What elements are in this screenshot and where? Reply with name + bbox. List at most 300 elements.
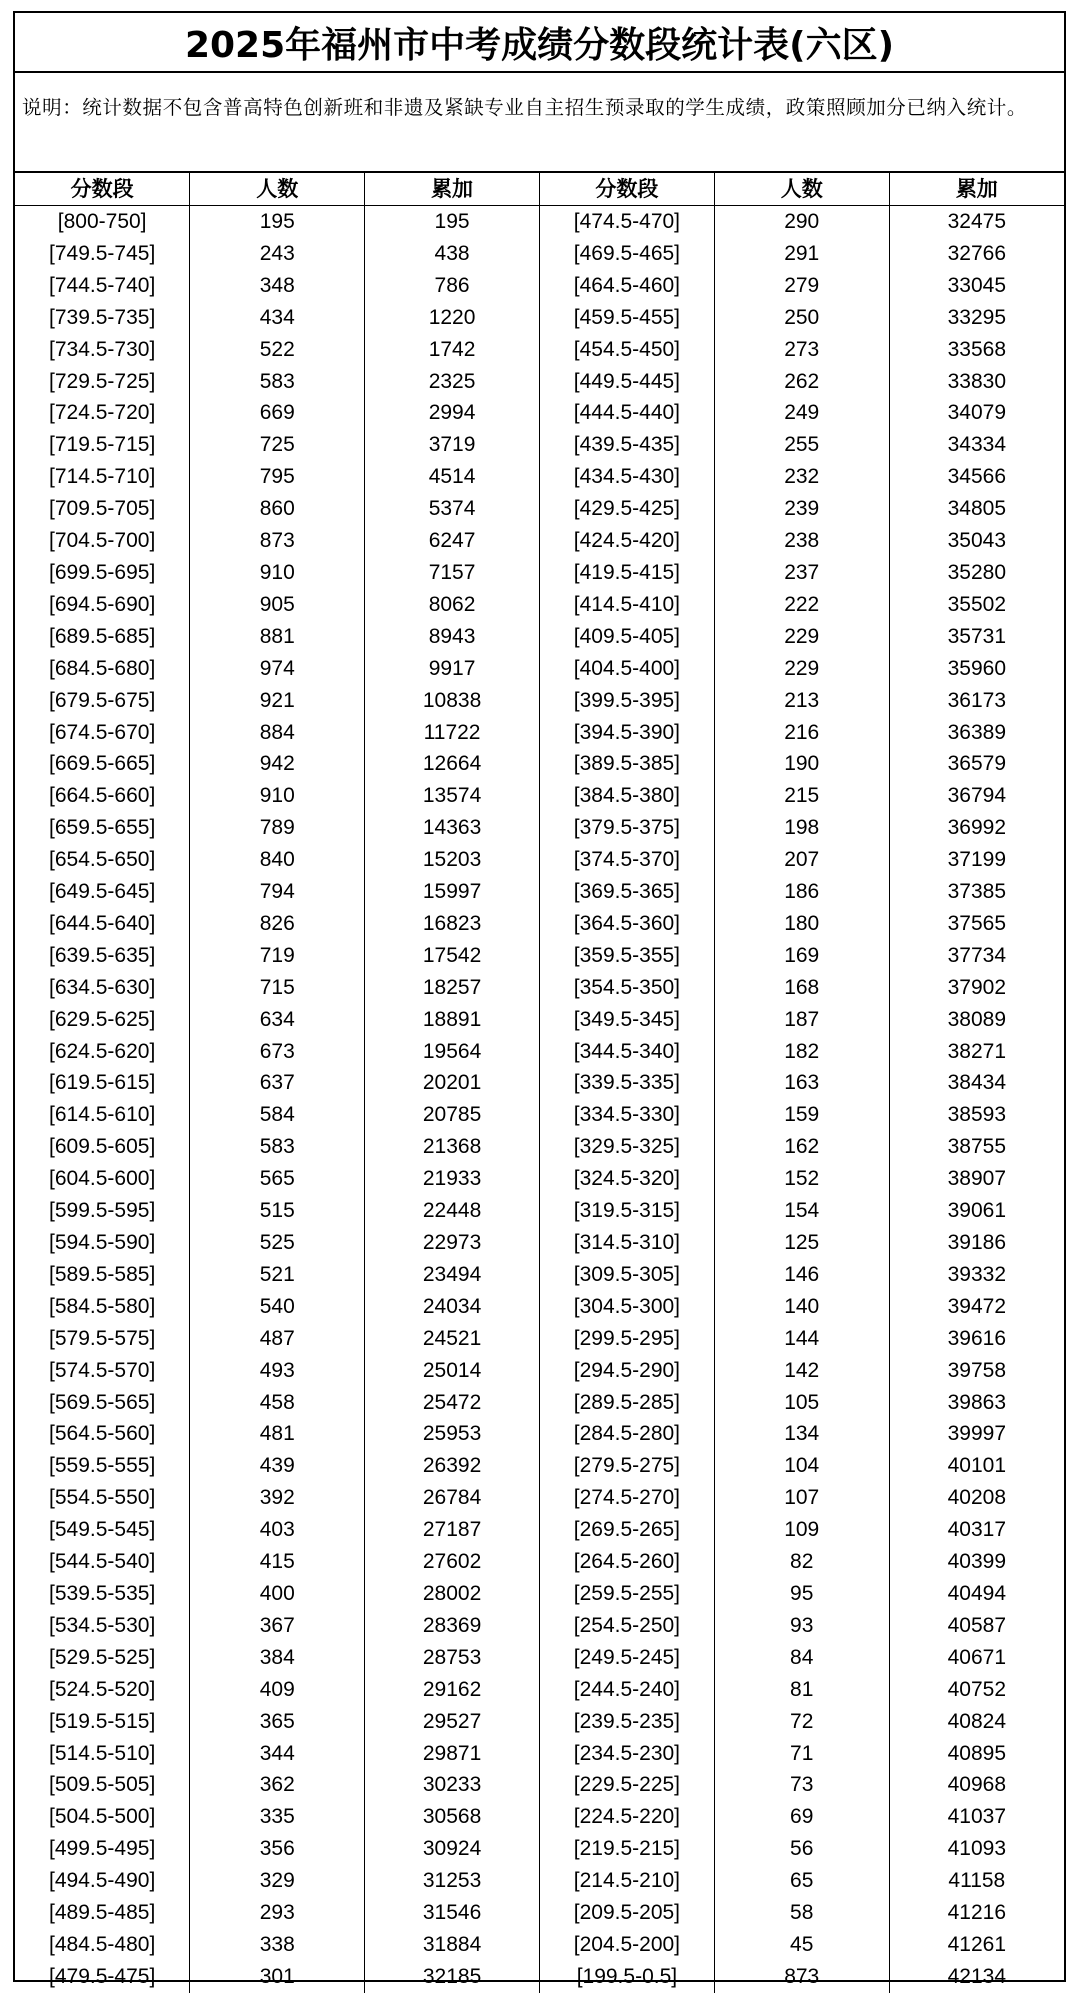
count-left-cell: 669 [190,397,365,429]
cumulative-left-cell: 14363 [365,812,540,844]
score-range-left-cell: [539.5-535] [15,1578,190,1610]
count-left-cell: 329 [190,1865,365,1897]
table-row [15,621,1064,653]
score-range-right-cell: [294.5-290] [539,1355,714,1387]
cumulative-right-cell: 40587 [947,1613,1007,1637]
score-range-left-cell: [484.5-480] [15,1929,190,1961]
score-range-left-cell: [579.5-575] [15,1323,190,1355]
count-right-cell: 873 [714,1961,889,1993]
count-left-cell: 905 [190,589,365,621]
score-range-left-cell: [604.5-600] [15,1163,190,1195]
table-row [15,1706,1064,1738]
count-right-cell: 215 [714,780,889,812]
count-left-cell: 565 [190,1163,365,1195]
count-right-cell: 291 [714,238,889,270]
count-left-cell: 884 [190,717,365,749]
cumulative-right-cell: 42134 [947,1964,1007,1988]
count-left-cell: 493 [190,1355,365,1387]
cumulative-right-cell: 36173 [947,688,1007,712]
cumulative-left-cell: 15997 [365,876,540,908]
cumulative-left-cell: 12664 [365,748,540,780]
table-row [15,653,1064,685]
cumulative-right-cell: 40752 [947,1677,1007,1701]
count-left-cell: 840 [190,844,365,876]
score-range-right-cell: [254.5-250] [539,1610,714,1642]
score-range-right-cell: [309.5-305] [539,1259,714,1291]
cumulative-left-cell: 1742 [365,334,540,366]
score-range-right-cell: [374.5-370] [539,844,714,876]
count-left-cell: 634 [190,1004,365,1036]
cumulative-left-cell: 786 [365,270,540,302]
score-range-left-cell: [734.5-730] [15,334,190,366]
cumulative-right-cell: 37565 [947,911,1007,935]
count-left-cell: 715 [190,972,365,1004]
count-left-cell: 367 [190,1610,365,1642]
cumulative-right-cell: 37385 [947,880,1007,904]
explanation-note: 说明：统计数据不包含普高特色创新班和非遗及紧缺专业自主招生预录取的学生成绩，政策照顾加分已纳入统计。 [15,73,1064,173]
score-range-left-cell: [609.5-605] [15,1131,190,1163]
cumulative-right-cell: 33568 [947,337,1007,361]
count-left-cell: 293 [190,1897,365,1929]
table-row [15,429,1064,461]
cumulative-left-cell: 23494 [365,1259,540,1291]
table-row [15,238,1064,270]
count-right-cell: 84 [714,1642,889,1674]
table-row [15,397,1064,429]
count-right-cell: 182 [714,1036,889,1068]
cumulative-right-cell: 39332 [947,1262,1007,1286]
score-range-left-cell: [709.5-705] [15,493,190,525]
table-row [15,1291,1064,1323]
table-row [15,302,1064,334]
count-left-cell: 301 [190,1961,365,1993]
score-range-left-cell: [679.5-675] [15,685,190,717]
count-left-cell: 409 [190,1674,365,1706]
table-row [15,270,1064,302]
cumulative-right-cell: 39997 [947,1422,1007,1446]
cumulative-left-cell: 20201 [365,1067,540,1099]
score-range-right-cell: [379.5-375] [539,812,714,844]
score-range-right-cell: [239.5-235] [539,1706,714,1738]
count-right-cell: 109 [714,1514,889,1546]
cumulative-left-cell: 30924 [365,1833,540,1865]
table-row [15,780,1064,812]
table-row [15,812,1064,844]
score-range-right-cell: [474.5-470] [539,206,714,238]
cumulative-right-cell: 39186 [947,1231,1007,1254]
cumulative-left-cell: 29871 [365,1738,540,1770]
score-range-right-cell: [329.5-325] [539,1131,714,1163]
count-left-cell: 719 [190,940,365,972]
score-range-left-cell: [624.5-620] [15,1036,190,1068]
cumulative-right-cell: 36992 [947,816,1007,840]
count-right-cell: 250 [714,302,889,334]
count-left-cell: 673 [190,1036,365,1068]
score-range-left-cell: [649.5-645] [15,876,190,908]
score-range-right-cell: [394.5-390] [539,717,714,749]
cumulative-left-cell: 22973 [365,1227,540,1259]
cumulative-left-cell: 32185 [365,1961,540,1993]
cumulative-left-cell: 24521 [365,1323,540,1355]
table-row [15,1259,1064,1291]
cumulative-left-cell: 195 [365,206,540,238]
cumulative-left-cell: 18257 [365,972,540,1004]
table-body [15,206,1064,1993]
score-distribution-table [15,173,1064,1993]
count-left-cell: 384 [190,1642,365,1674]
table-row [15,685,1064,717]
cumulative-right-cell: 32475 [947,210,1007,233]
table-row [15,1227,1064,1259]
cumulative-right-cell: 40399 [947,1550,1007,1574]
cumulative-right-cell: 34079 [947,401,1007,425]
table-row [15,1163,1064,1195]
score-range-left-cell: [574.5-570] [15,1355,190,1387]
count-right-cell: 239 [714,493,889,525]
cumulative-right-cell: 39616 [947,1326,1007,1350]
score-range-right-cell: [229.5-225] [539,1769,714,1801]
cumulative-right-cell: 37199 [947,848,1007,872]
cumulative-right-cell: 35502 [947,592,1007,616]
count-left-cell: 335 [190,1801,365,1833]
count-left-cell: 195 [190,206,365,238]
count-right-cell: 198 [714,812,889,844]
score-range-right-cell: [199.5-0.5] [539,1961,714,1993]
cumulative-right-cell: 39061 [947,1199,1007,1223]
score-range-right-cell: [449.5-445] [539,366,714,398]
count-left-cell: 515 [190,1195,365,1227]
cumulative-right-cell: 39863 [947,1390,1007,1414]
cumulative-left-cell: 28369 [365,1610,540,1642]
score-range-left-cell: [544.5-540] [15,1546,190,1578]
cumulative-right-cell: 36794 [947,784,1007,808]
cumulative-right-cell: 33295 [947,305,1007,329]
count-left-cell: 415 [190,1546,365,1578]
table-row [15,1578,1064,1610]
count-left-cell: 725 [190,429,365,461]
cumulative-left-cell: 5374 [365,493,540,525]
table-row [15,1067,1064,1099]
cumulative-right-cell: 36579 [947,752,1007,776]
cumulative-left-cell: 8062 [365,589,540,621]
count-left-cell: 521 [190,1259,365,1291]
score-range-right-cell: [354.5-350] [539,972,714,1004]
score-range-left-cell: [694.5-690] [15,589,190,621]
score-range-right-cell: [269.5-265] [539,1514,714,1546]
score-range-right-cell: [204.5-200] [539,1929,714,1961]
cumulative-left-cell: 438 [365,238,540,270]
count-right-cell: 262 [714,366,889,398]
count-left-cell: 338 [190,1929,365,1961]
cumulative-left-cell: 25953 [365,1418,540,1450]
count-right-cell: 237 [714,557,889,589]
table-row [15,1801,1064,1833]
table-row [15,1897,1064,1929]
count-left-cell: 487 [190,1323,365,1355]
count-left-cell: 637 [190,1067,365,1099]
count-left-cell: 392 [190,1482,365,1514]
cumulative-left-cell: 6247 [365,525,540,557]
score-range-left-cell: [499.5-495] [15,1833,190,1865]
cumulative-right-cell: 41037 [947,1805,1007,1829]
score-range-right-cell: [299.5-295] [539,1323,714,1355]
cumulative-right-cell: 38593 [947,1103,1007,1127]
score-range-right-cell: [404.5-400] [539,653,714,685]
cumulative-left-cell: 15203 [365,844,540,876]
count-right-cell: 190 [714,748,889,780]
count-right-cell: 71 [714,1738,889,1770]
count-left-cell: 794 [190,876,365,908]
cumulative-left-cell: 29162 [365,1674,540,1706]
count-left-cell: 344 [190,1738,365,1770]
score-range-right-cell: [314.5-310] [539,1227,714,1259]
score-range-left-cell: [684.5-680] [15,653,190,685]
count-right-cell: 140 [714,1291,889,1323]
count-right-cell: 229 [714,621,889,653]
count-right-cell: 249 [714,397,889,429]
score-range-left-cell: [594.5-590] [15,1227,190,1259]
count-left-cell: 881 [190,621,365,653]
count-left-cell: 942 [190,748,365,780]
header-count-right: 人数 [714,173,889,206]
score-range-left-cell: [639.5-635] [15,940,190,972]
count-right-cell: 180 [714,908,889,940]
cumulative-left-cell: 31546 [365,1897,540,1929]
cumulative-left-cell: 27187 [365,1514,540,1546]
cumulative-left-cell: 1220 [365,302,540,334]
count-right-cell: 279 [714,270,889,302]
count-right-cell: 105 [714,1387,889,1419]
count-right-cell: 213 [714,685,889,717]
cumulative-right-cell: 35960 [947,656,1007,680]
score-range-right-cell: [304.5-300] [539,1291,714,1323]
cumulative-left-cell: 26784 [365,1482,540,1514]
count-left-cell: 365 [190,1706,365,1738]
score-range-left-cell: [629.5-625] [15,1004,190,1036]
header-count-left: 人数 [190,173,365,206]
score-range-left-cell: [739.5-735] [15,302,190,334]
count-right-cell: 93 [714,1610,889,1642]
cumulative-right-cell: 40824 [947,1709,1007,1733]
table-row [15,1738,1064,1770]
cumulative-left-cell: 26392 [365,1450,540,1482]
score-range-right-cell: [284.5-280] [539,1418,714,1450]
cumulative-right-cell: 33830 [947,369,1007,393]
count-left-cell: 403 [190,1514,365,1546]
table-row [15,493,1064,525]
count-left-cell: 583 [190,1131,365,1163]
score-range-left-cell: [599.5-595] [15,1195,190,1227]
table-row [15,940,1064,972]
cumulative-right-cell: 36389 [947,720,1007,744]
cumulative-left-cell: 29527 [365,1706,540,1738]
cumulative-left-cell: 28002 [365,1578,540,1610]
table-row [15,972,1064,1004]
score-range-left-cell: [589.5-585] [15,1259,190,1291]
cumulative-left-cell: 17542 [365,940,540,972]
count-left-cell: 439 [190,1450,365,1482]
count-right-cell: 186 [714,876,889,908]
score-range-left-cell: [524.5-520] [15,1674,190,1706]
score-range-right-cell: [289.5-285] [539,1387,714,1419]
score-range-left-cell: [479.5-475] [15,1961,190,1993]
cumulative-right-cell: 33045 [947,273,1007,297]
header-score-range-right: 分数段 [539,173,714,206]
count-right-cell: 72 [714,1706,889,1738]
count-right-cell: 144 [714,1323,889,1355]
count-right-cell: 73 [714,1769,889,1801]
cumulative-left-cell: 22448 [365,1195,540,1227]
score-range-left-cell: [614.5-610] [15,1099,190,1131]
cumulative-right-cell: 39472 [947,1294,1007,1318]
count-left-cell: 362 [190,1769,365,1801]
cumulative-left-cell: 20785 [365,1099,540,1131]
count-right-cell: 255 [714,429,889,461]
score-range-right-cell: [339.5-335] [539,1067,714,1099]
score-range-right-cell: [444.5-440] [539,397,714,429]
count-right-cell: 162 [714,1131,889,1163]
cumulative-left-cell: 11722 [365,717,540,749]
score-range-right-cell: [234.5-230] [539,1738,714,1770]
table-row [15,334,1064,366]
count-right-cell: 159 [714,1099,889,1131]
cumulative-right-cell: 41093 [947,1837,1007,1861]
table-row [15,748,1064,780]
score-range-right-cell: [224.5-220] [539,1801,714,1833]
count-right-cell: 232 [714,461,889,493]
header-score-range-left: 分数段 [15,173,190,206]
score-range-left-cell: [664.5-660] [15,780,190,812]
count-left-cell: 458 [190,1387,365,1419]
cumulative-right-cell: 38755 [947,1135,1007,1159]
score-range-left-cell: [514.5-510] [15,1738,190,1770]
table-row [15,1036,1064,1068]
table-row [15,557,1064,589]
table-row [15,1387,1064,1419]
header-row [15,173,1064,206]
score-range-left-cell: [619.5-615] [15,1067,190,1099]
score-range-left-cell: [800-750] [15,206,190,238]
count-left-cell: 540 [190,1291,365,1323]
count-right-cell: 82 [714,1546,889,1578]
count-left-cell: 826 [190,908,365,940]
table-row [15,1099,1064,1131]
cumulative-right-cell: 35280 [947,560,1007,584]
count-right-cell: 168 [714,972,889,1004]
count-left-cell: 243 [190,238,365,270]
count-right-cell: 142 [714,1355,889,1387]
count-right-cell: 290 [714,206,889,238]
cumulative-right-cell: 41158 [948,1869,1006,1893]
table-row [15,1674,1064,1706]
score-range-left-cell: [744.5-740] [15,270,190,302]
table-row [15,1323,1064,1355]
cumulative-right-cell: 38271 [947,1039,1007,1063]
count-left-cell: 434 [190,302,365,334]
cumulative-right-cell: 40671 [947,1645,1007,1669]
cumulative-left-cell: 8943 [365,621,540,653]
table-row [15,1961,1064,1993]
count-right-cell: 107 [714,1482,889,1514]
cumulative-left-cell: 25014 [365,1355,540,1387]
score-table-sheet [13,11,1066,1988]
count-right-cell: 45 [714,1929,889,1961]
count-right-cell: 104 [714,1450,889,1482]
score-range-right-cell: [349.5-345] [539,1004,714,1036]
score-range-right-cell: [464.5-460] [539,270,714,302]
cumulative-left-cell: 3719 [365,429,540,461]
count-left-cell: 921 [190,685,365,717]
header-cumulative-right: 累加 [889,173,1064,206]
score-range-left-cell: [654.5-650] [15,844,190,876]
score-range-right-cell: [369.5-365] [539,876,714,908]
cumulative-right-cell: 38434 [947,1071,1007,1095]
cumulative-right-cell: 40101 [947,1454,1007,1478]
count-right-cell: 134 [714,1418,889,1450]
count-right-cell: 81 [714,1674,889,1706]
score-range-left-cell: [724.5-720] [15,397,190,429]
count-right-cell: 238 [714,525,889,557]
score-range-left-cell: [689.5-685] [15,621,190,653]
score-range-right-cell: [249.5-245] [539,1642,714,1674]
score-range-right-cell: [384.5-380] [539,780,714,812]
cumulative-left-cell: 24034 [365,1291,540,1323]
cumulative-left-cell: 30568 [365,1801,540,1833]
score-range-left-cell: [559.5-555] [15,1450,190,1482]
table-row [15,1482,1064,1514]
score-range-left-cell: [494.5-490] [15,1865,190,1897]
score-range-left-cell: [699.5-695] [15,557,190,589]
table-row [15,1929,1064,1961]
cumulative-left-cell: 9917 [365,653,540,685]
cumulative-right-cell: 32766 [947,241,1007,265]
header-cumulative-left: 累加 [365,173,540,206]
score-range-right-cell: [469.5-465] [539,238,714,270]
count-left-cell: 525 [190,1227,365,1259]
cumulative-left-cell: 19564 [365,1036,540,1068]
score-range-left-cell: [714.5-710] [15,461,190,493]
count-left-cell: 910 [190,780,365,812]
count-left-cell: 795 [190,461,365,493]
cumulative-left-cell: 21933 [365,1163,540,1195]
score-range-right-cell: [324.5-320] [539,1163,714,1195]
cumulative-right-cell: 40317 [947,1518,1007,1542]
score-range-left-cell: [509.5-505] [15,1769,190,1801]
table-row [15,1418,1064,1450]
table-row [15,1769,1064,1801]
count-right-cell: 56 [714,1833,889,1865]
score-range-left-cell: [549.5-545] [15,1514,190,1546]
cumulative-right-cell: 37734 [947,943,1007,967]
count-right-cell: 216 [714,717,889,749]
cumulative-left-cell: 10838 [365,685,540,717]
table-row [15,461,1064,493]
score-range-left-cell: [569.5-565] [15,1387,190,1419]
score-range-right-cell: [424.5-420] [539,525,714,557]
score-range-left-cell: [729.5-725] [15,366,190,398]
table-row [15,1642,1064,1674]
count-left-cell: 348 [190,270,365,302]
score-range-left-cell: [719.5-715] [15,429,190,461]
cumulative-right-cell: 37902 [947,975,1007,999]
score-range-right-cell: [209.5-205] [539,1897,714,1929]
cumulative-left-cell: 4514 [365,461,540,493]
score-range-left-cell: [529.5-525] [15,1642,190,1674]
score-range-right-cell: [459.5-455] [539,302,714,334]
table-row [15,844,1064,876]
cumulative-left-cell: 27602 [365,1546,540,1578]
count-right-cell: 169 [714,940,889,972]
